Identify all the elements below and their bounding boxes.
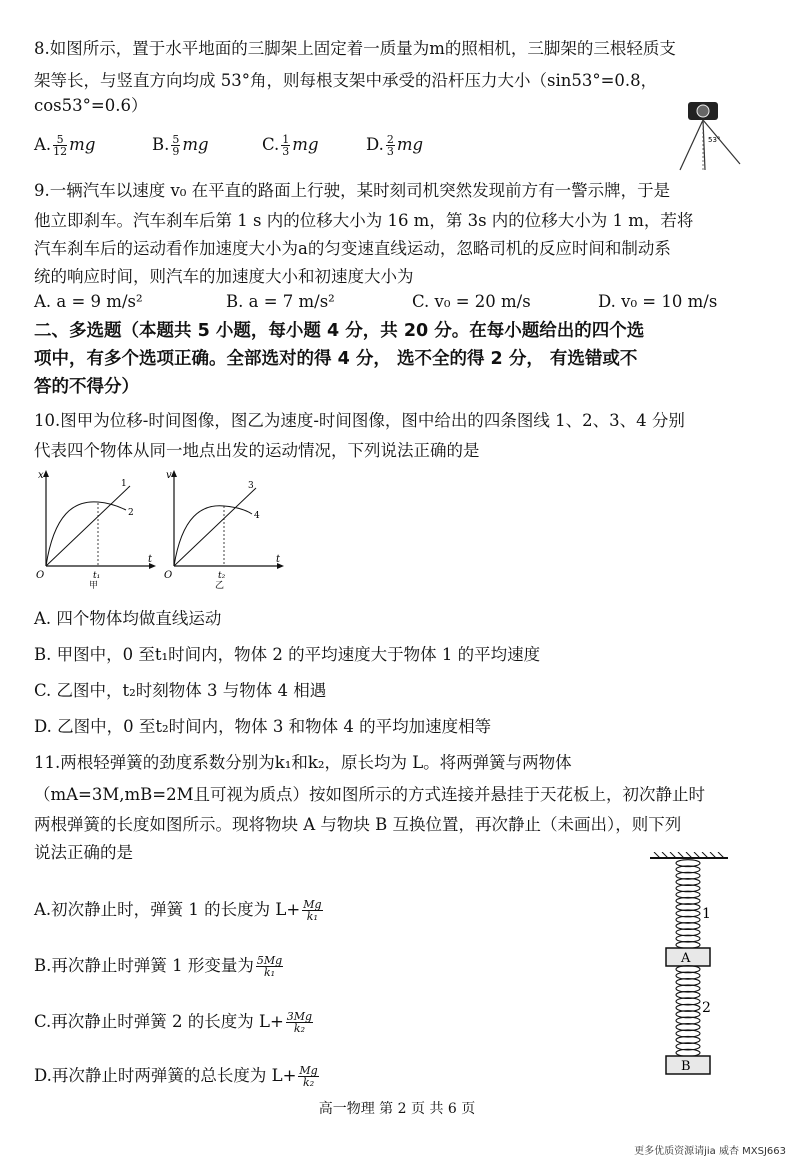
q11-line-3: 两根弹簧的长度如图所示。现将物块 A 与物块 B 互换位置，再次静止（未画出），则下列 (34, 815, 682, 834)
q11-option-b: B.再次静止时弹簧 1 形变量为 $\frac{5Mg}{\text{k₁}}$ (34, 954, 283, 979)
svg-text:t: t (276, 554, 281, 565)
q11-line-1: 11.两根轻弹簧的劲度系数分别为k₁和k₂，原长均为 L。将两弹簧与两物体 (34, 753, 572, 772)
svg-text:4: 4 (254, 511, 260, 521)
curve-2 (46, 502, 126, 566)
q11-option-d: D.再次静止时两弹簧的总长度为 L+ $\frac{Mg}{\text{k₂}}$ (34, 1064, 318, 1089)
svg-text:t₂: t₂ (218, 571, 226, 581)
svg-text:1: 1 (121, 479, 127, 489)
q8-line-1: 8.如图所示，置于水平地面的三脚架上固定着一质量为m的照相机，三脚架的三根轻质支 (34, 39, 676, 58)
svg-text:x: x (38, 470, 44, 481)
graph-jia (30, 466, 160, 590)
q9-option-d: D. v₀ = 10 m/s (598, 292, 718, 311)
section-2-heading-line-1: 二、多选题（本题共 5 小题，每小题 4 分，共 20 分。在每小题给出的四个选 (34, 321, 645, 341)
q11-line-4: 说法正确的是 (34, 843, 133, 862)
q9-option-a: A. a = 9 m/s² (34, 292, 143, 311)
page-footer: 高一物理 第 2 页 共 6 页 (318, 1101, 476, 1117)
svg-text:t: t (148, 554, 153, 565)
q11-option-c: C.再次静止时弹簧 2 的长度为 L+ $\frac{3Mg}{\text{k₂}}$ (34, 1010, 313, 1035)
svg-text:A: A (681, 951, 691, 966)
svg-text:v: v (166, 470, 172, 481)
q8-line-3: cos53°=0.6） (34, 96, 148, 115)
spring-figure (640, 852, 740, 1080)
svg-text:2: 2 (128, 508, 134, 518)
q9-option-b: B. a = 7 m/s² (226, 292, 335, 311)
q8-option-c: C. $\frac{1}{3}$ mg (262, 133, 319, 158)
q8-option-b: B. $\frac{5}{9}$ mg (152, 133, 209, 158)
line-1 (46, 486, 130, 566)
svg-text:t₁: t₁ (93, 571, 101, 581)
angle-label: 53° (708, 136, 721, 144)
section-2-heading-line-2: 项中，有多个选项正确。全部选对的得 4 分， 选不全的得 2 分， 有选错或不 (34, 349, 638, 369)
q10-option-b: B. 甲图中，0 至t₁时间内，物体 2 的平均速度大于物体 1 的平均速度 (34, 645, 541, 664)
svg-text:O: O (36, 570, 45, 581)
svg-text:B: B (681, 1059, 691, 1074)
q9-option-c: C. v₀ = 20 m/s (412, 292, 531, 311)
q8-option-a: A. $\frac{5}{12}$ mg (34, 133, 96, 158)
graph-yi (158, 466, 288, 590)
caption-jia: 甲 (89, 581, 99, 590)
section-2-heading-line-3: 答的不得分） (34, 377, 139, 397)
q8-line-2: 架等长，与竖直方向均成 53°角，则每根支架中承受的沿杆压力大小（sin53°=0.8， (34, 71, 658, 90)
svg-text:2: 2 (702, 1000, 711, 1016)
q8-option-d: D. $\frac{2}{3}$ mg (366, 133, 424, 158)
svg-text:3: 3 (248, 481, 254, 491)
q9-line-4: 统的响应时间，则汽车的加速度大小和初速度大小为 (34, 267, 414, 286)
spring-2 (676, 966, 700, 1057)
spring-1 (676, 860, 700, 949)
watermark-text: 更多优质资源请jia 威杏 MXSJ663 (634, 1146, 786, 1157)
q10-option-c: C. 乙图中，t₂时刻物体 3 与物体 4 相遇 (34, 681, 327, 700)
q9-line-2: 他立即刹车。汽车刹车后第 1 s 内的位移大小为 16 m，第 3s 内的位移大小为 1 m，若将 (34, 211, 694, 230)
q9-line-1: 9.一辆汽车以速度 v₀ 在平直的路面上行驶，某时刻司机突然发现前方有一警示牌，于是 (34, 181, 671, 200)
q11-line-2: （mA=3M,mB=2M且可视为质点）按如图所示的方式连接并悬挂于天花板上，初次静止时 (34, 785, 706, 804)
svg-text:O: O (164, 570, 173, 581)
q10-line-1: 10.图甲为位移-时间图像，图乙为速度-时间图像，图中给出的四条图线 1、2、3、4 分别 (34, 411, 685, 430)
q11-option-a: A.初次静止时，弹簧 1 的长度为 L+ $\frac{Mg}{\text{k₁}}$ (34, 898, 322, 923)
q10-option-a: A. 四个物体均做直线运动 (34, 609, 222, 628)
q10-option-d: D. 乙图中，0 至t₂时间内，物体 3 和物体 4 的平均加速度相等 (34, 717, 492, 736)
caption-yi: 乙 (215, 581, 225, 590)
q9-line-3: 汽车刹车后的运动看作加速度大小为a的匀变速直线运动，忽略司机的反应时间和制动系 (34, 239, 671, 258)
tripod-camera-figure (670, 92, 760, 172)
curve-4 (174, 506, 252, 566)
svg-text:1: 1 (702, 906, 711, 922)
q10-line-2: 代表四个物体从同一地点出发的运动情况，下列说法正确的是 (34, 441, 480, 460)
